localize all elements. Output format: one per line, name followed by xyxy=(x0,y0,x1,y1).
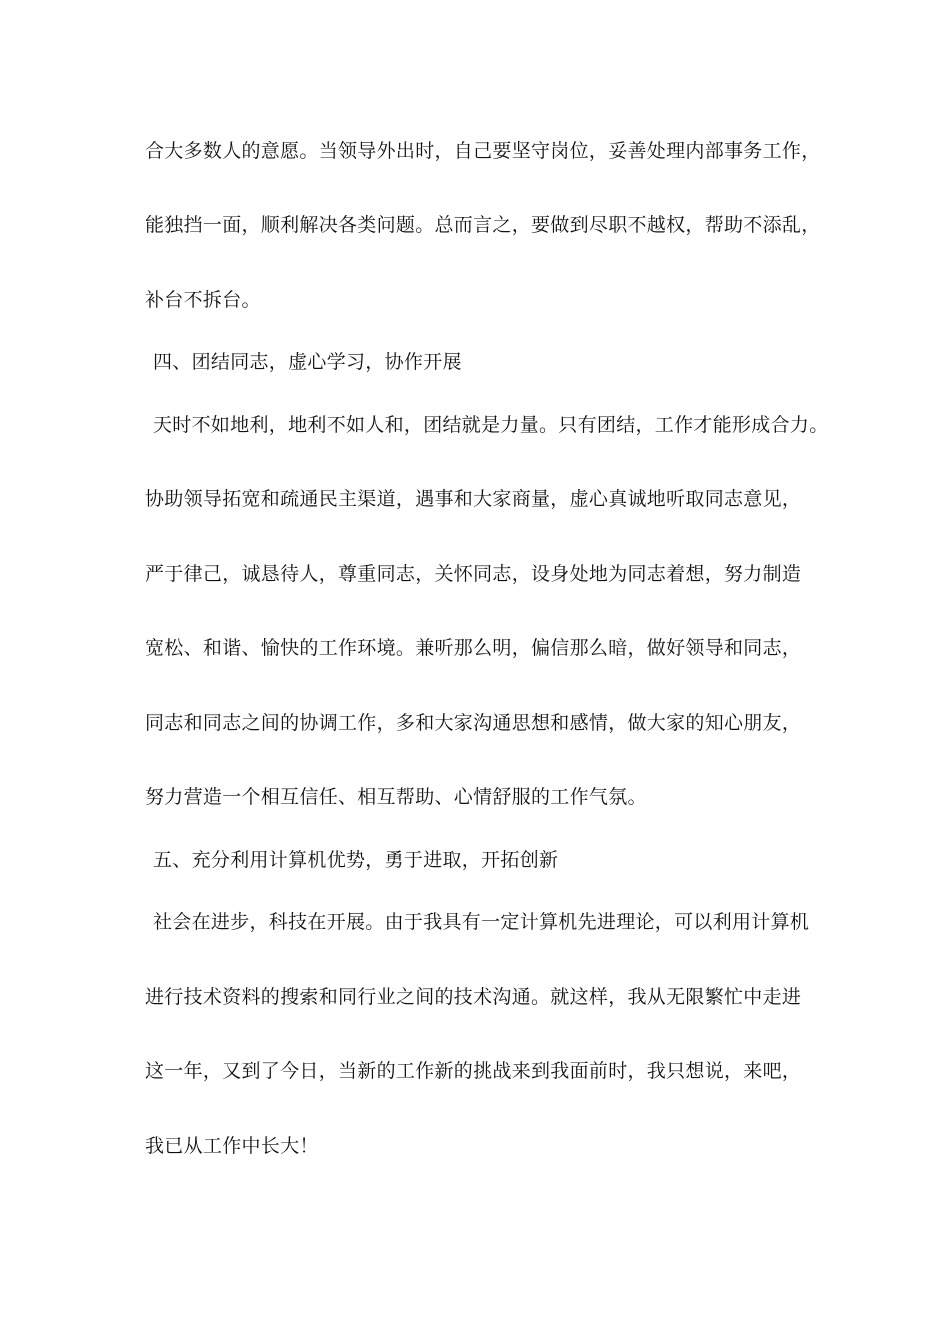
paragraph-3-line-1: 社会在进步，科技在开展。由于我具有一定计算机先进理论，可以利用计算机 xyxy=(153,911,810,933)
paragraph-2-line-1: 天时不如地利，地利不如人和，团结就是力量。只有团结，工作才能形成合力。 xyxy=(153,414,829,436)
paragraph-1-line-3: 补台不拆台。 xyxy=(145,289,261,311)
paragraph-2-line-3: 严于律己，诚恳待人，尊重同志，关怀同志，设身处地为同志着想，努力制造 xyxy=(145,563,802,585)
paragraph-1-line-2: 能独挡一面，顺利解决各类问题。总而言之，要做到尽职不越权，帮助不添乱， xyxy=(145,214,821,236)
paragraph-1-line-1: 合大多数人的意愿。当领导外出时，自己要坚守岗位，妥善处理内部事务工作， xyxy=(145,140,821,162)
paragraph-3-line-3: 这一年，又到了今日，当新的工作新的挑战来到我面前时，我只想说，来吧， xyxy=(145,1060,802,1082)
paragraph-2-line-5: 同志和同志之间的协调工作，多和大家沟通思想和感情，做大家的知心朋友， xyxy=(145,712,802,734)
paragraph-2-line-2: 协助领导拓宽和疏通民主渠道，遇事和大家商量，虚心真诚地听取同志意见， xyxy=(145,488,802,510)
section-heading-5: 五、充分利用计算机优势，勇于进取，开拓创新 xyxy=(153,849,559,871)
paragraph-3-line-2: 进行技术资料的搜索和同行业之间的技术沟通。就这样，我从无限繁忙中走进 xyxy=(145,986,802,1008)
paragraph-3-line-4: 我已从工作中长大！ xyxy=(145,1135,319,1157)
paragraph-2-line-4: 宽松、和谐、愉快的工作环境。兼听那么明，偏信那么暗，做好领导和同志， xyxy=(145,637,802,659)
section-heading-4: 四、团结同志，虚心学习，协作开展 xyxy=(153,351,462,373)
paragraph-2-line-6: 努力营造一个相互信任、相互帮助、心情舒服的工作气氛。 xyxy=(145,786,647,808)
